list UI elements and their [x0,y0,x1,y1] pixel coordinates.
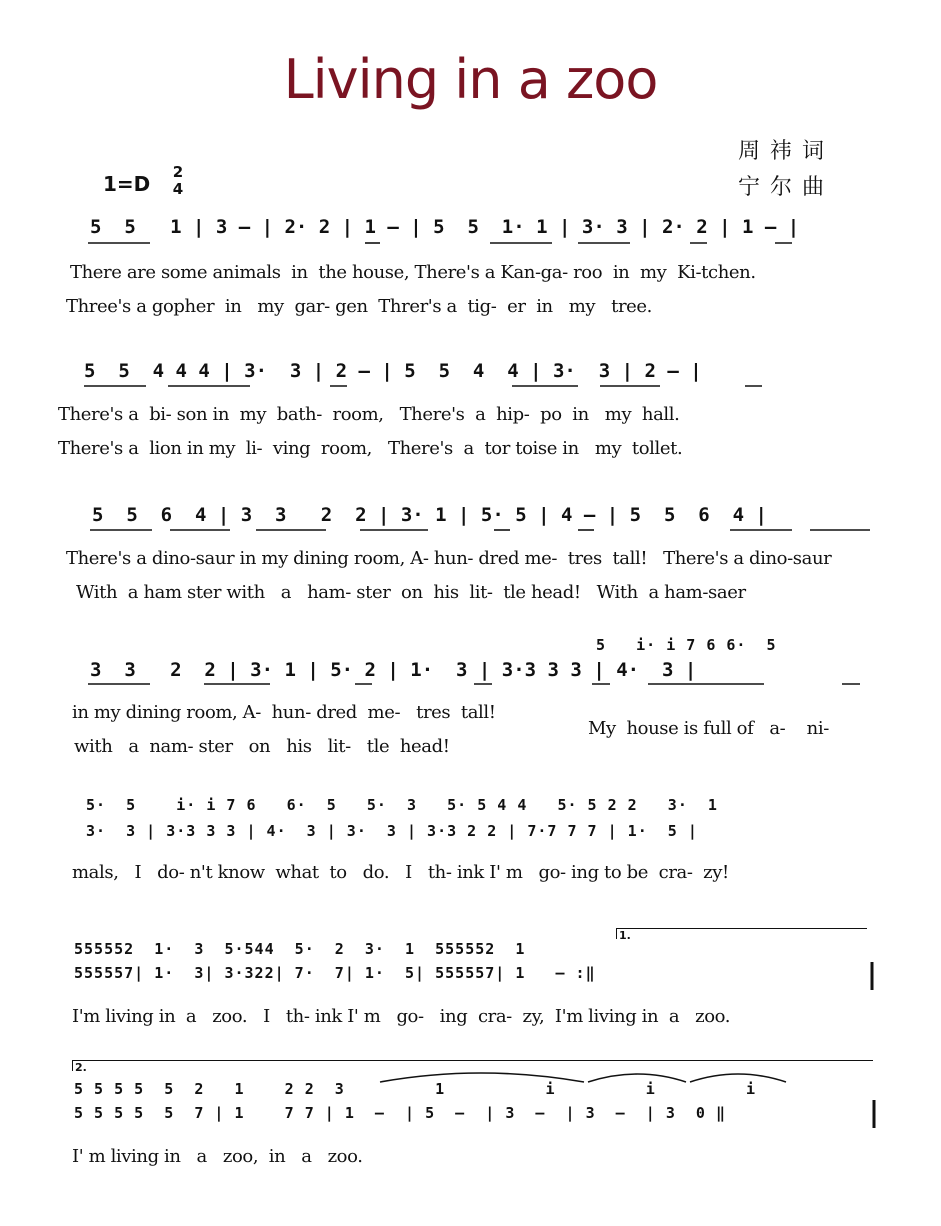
notation-row-2: 5 5 4 4 4 | 3· 3 | 2 – | 5 5 4 4 | 3· 3 | 2 – | [84,360,702,382]
song-title: Living in a zoo [283,48,658,111]
volta-label-1: 1. [619,929,631,942]
harmony-row-7: 5 5 5 5 5 2 1 2 2 3 1 i i i [74,1080,757,1098]
notation-row-5: 3· 3 | 3·3 3 3 | 4· 3 | 3· 3 | 3·3 2 2 | 7·7 7 7 | 1· 5 | [86,822,698,840]
lyric-row-5: mals, I do- n't know what to do. I th- ink I' m go- ing to be cra- zy! [72,862,729,883]
notation-row-7: 5 5 5 5 5 7 | 1 7 7 | 1 – | 5 – | 3 – | 3 – | 3 0 ‖ [74,1104,726,1122]
tie-arc [380,1073,584,1082]
lyric-row-7: I' m living in a zoo, in a zoo. [72,1146,363,1167]
harmony-row-5: 5· 5 i· i 7 6 6· 5 5· 3 5· 5 4 4 5· 5 2 2 3· 1 [86,796,718,814]
lyric-row-1-verse-2: Three's a gopher in my gar- gen Threr's a tig- er in my tree. [66,296,652,317]
lyric-row-6: I'm living in a zoo. I th- ink I' m go- ing cra- zy, I'm living in a zoo. [72,1006,731,1027]
composer-credit: 宁尔曲 [738,175,835,200]
volta-label-2: 2. [75,1061,87,1074]
lyric-row-4-verse-1: in my dining room, A- hun- dred me- tres tall! [72,702,496,723]
lyric-row-3-verse-2: With a ham ster with a ham- ster on his lit- tle head! With a ham-saer [76,582,746,603]
lyric-row-2-verse-2: There's a lion in my li- ving room, There's a tor toise in my tollet. [58,438,683,459]
notation-row-6: 555557| 1· 3| 3·322| 7· 7| 1· 5| 555557| 1 – :‖ [74,964,596,982]
notation-row-1: 5 5 1 | 3 – | 2· 2 | 1 – | 5 5 1· 1 | 3· 3 | 2· 2 | 1 – | [90,216,800,238]
tie-arc [588,1074,686,1082]
key-signature: 1=D [103,172,151,196]
lyric-row-3-verse-1: There's a dino-saur in my dining room, A- hun- dred me- tres tall! There's a dino-saur [66,548,832,569]
lyricist-credit: 周祎词 [738,139,835,164]
tie-arc [690,1074,786,1082]
meter-top: 2 [172,163,184,181]
lyric-row-2-verse-1: There's a bi- son in my bath- room, There's a hip- po in my hall. [58,404,680,425]
meter-bottom: 4 [172,180,184,198]
harmony-row-4: 5 i· i 7 6 6· 5 [596,636,777,654]
lyric-row-4-verse-2: with a nam- ster on his lit- tle head! [74,736,450,757]
lyric-row-1-verse-1: There are some animals in the house, There's a Kan-ga- roo in my Ki-tchen. [70,262,756,283]
notation-row-3: 5 5 6 4 | 3 3 2 2 | 3· 1 | 5· 5 | 4 – | 5 5 6 4 | [92,504,767,526]
lyric-row-4-refrain: My house is full of a- ni- [588,718,829,739]
notation-row-4: 3 3 2 2 | 3· 1 | 5· 2 | 1· 3 | 3·3 3 3 | 4· 3 | [90,659,697,681]
harmony-row-6: 555552 1· 3 5·544 5· 2 3· 1 555552 1 [74,940,526,958]
